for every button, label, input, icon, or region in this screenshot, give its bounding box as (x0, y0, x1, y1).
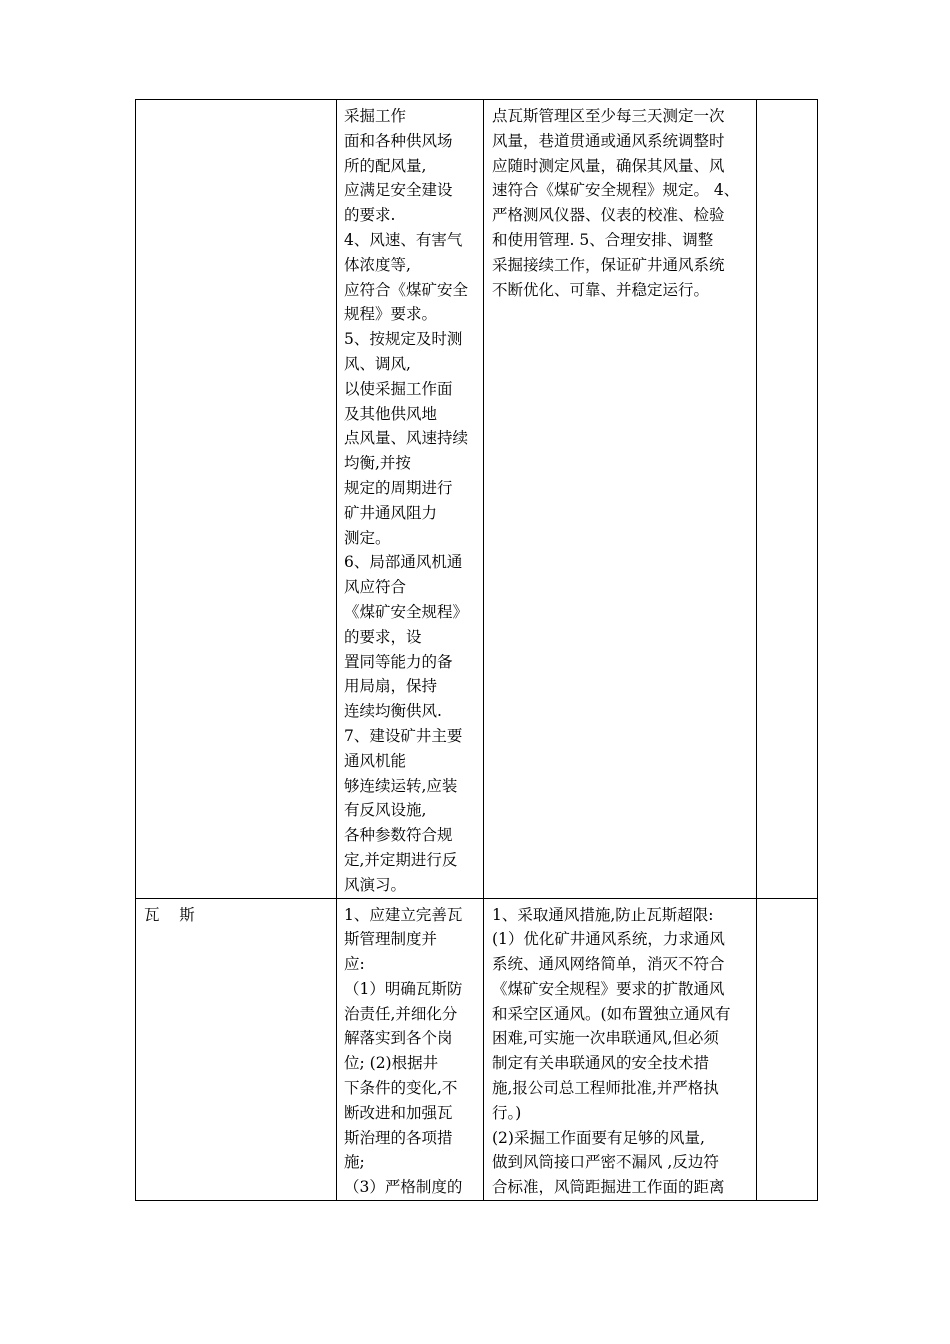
text-line: 施; (344, 1153, 365, 1172)
text-line: 4、风速、有害气 (344, 230, 463, 249)
text-line: 用局扇，保持 (344, 677, 438, 696)
text-line: 规程》要求。 (344, 305, 438, 324)
text-line: 1、应建立完善瓦 (344, 905, 463, 924)
text-line: 点风量、风速持续 (344, 429, 469, 448)
text-line: 做到风筒接口严密不漏风 ,反边符 (492, 1153, 719, 1172)
text-line: 断改进和加强瓦 (344, 1103, 453, 1122)
text-line: 规定的周期进行 (344, 478, 453, 497)
text-line: 风量，巷道贯通或通风系统调整时 (492, 131, 725, 150)
text-line: 够连续运转,应装 (344, 776, 458, 795)
text-line: 风应符合 (344, 578, 407, 597)
category-cell (136, 898, 337, 1201)
standards-table (135, 99, 818, 1201)
remarks-cell (757, 898, 818, 1201)
text-line: 采掘工作 (344, 107, 407, 125)
text-line: 面和各种供风场 (344, 131, 453, 150)
text-line: 系统、通风网络简单，消灭不符合 (492, 955, 725, 974)
text-line: （1）明确瓦斯防 (344, 979, 463, 998)
category-cell (136, 100, 337, 899)
text-line: 7、建设矿井主要 (344, 726, 463, 745)
text-line: 应满足安全建设 (344, 181, 453, 200)
text-line: 风演习。 (344, 875, 407, 894)
text-line: 的要求，设 (344, 627, 422, 646)
text-line: 合标准，风筒距掘进工作面的距离 (492, 1178, 725, 1197)
text-line: 下条件的变化,不 (344, 1079, 458, 1098)
text-line: 斯管理制度并 (344, 930, 438, 949)
text-line: 治责任,并细化分 (344, 1004, 458, 1023)
text-line: 定,并定期进行反 (344, 850, 458, 869)
text-line: 采掘接续工作，保证矿井通风系统 (492, 255, 725, 274)
measures-cell (484, 100, 757, 899)
text-line: 解落实到各个岗 (344, 1029, 453, 1048)
text-line: 以使采掘工作面 (344, 379, 453, 398)
text-line: （3）严格制度的 (344, 1178, 463, 1197)
text-line: 应符合《煤矿安全 (344, 280, 469, 299)
requirements-cell (337, 898, 484, 1201)
text-line: 1、采取通风措施,防止瓦斯超限: (492, 905, 714, 924)
text-line: 位; (2)根据井 (344, 1054, 439, 1073)
text-line: 连续均衡供风. (344, 702, 442, 721)
text-line: 困难,可实施一次串联通风,但必须 (492, 1029, 719, 1048)
requirements-cell (337, 100, 484, 899)
text-line: 矿井通风阻力 (344, 503, 438, 522)
measures-cell (484, 898, 757, 1201)
text-line: 应随时测定风量，确保其风量、风 (492, 156, 725, 175)
text-line: 体浓度等, (344, 255, 411, 274)
text-line: 6、局部通风机通 (344, 553, 463, 572)
text-line: 和采空区通风。(如布置独立通风有 (492, 1004, 731, 1023)
table-row (136, 100, 818, 899)
text-line: 及其他供风地 (344, 404, 438, 423)
text-line: (2)采掘工作面要有足够的风量, (492, 1128, 705, 1147)
text-line: 施,报公司总工程师批准,并严格执 (492, 1079, 719, 1098)
table-row (136, 898, 818, 1201)
text-line: 各种参数符合规 (344, 826, 453, 845)
text-line: 不断优化、可靠、并稳定运行。 (492, 280, 710, 299)
text-line: 点瓦斯管理区至少每三天测定一次 (492, 107, 725, 125)
text-line: 5、按规定及时测 (344, 330, 463, 349)
text-line: 测定。 (344, 528, 391, 547)
text-line: 和使用管理. 5、合理安排、调整 (492, 230, 714, 249)
text-line: 均衡,并按 (344, 454, 411, 473)
text-line: 通风机能 (344, 751, 407, 770)
text-line: 应: (344, 955, 365, 974)
text-line: 速符合《煤矿安全规程》规定。 4、 (492, 181, 740, 200)
category-label: 瓦 斯 (144, 905, 195, 924)
text-line: (1）优化矿井通风系统，力求通风 (492, 930, 725, 949)
text-line: 有反风设施, (344, 801, 427, 820)
text-line: 严格测风仪器、仪表的校准、检验 (492, 206, 725, 225)
remarks-cell (757, 100, 818, 899)
text-line: 《煤矿安全规程》 (344, 602, 469, 621)
text-line: 制定有关串联通风的安全技术措 (492, 1054, 710, 1073)
text-line: 风、调风, (344, 354, 411, 373)
text-line: 行。) (492, 1103, 522, 1122)
text-line: 置同等能力的备 (344, 652, 453, 671)
text-line: 《煤矿安全规程》要求的扩散通风 (492, 979, 725, 998)
text-line: 所的配风量, (344, 156, 427, 175)
text-line: 斯治理的各项措 (344, 1128, 453, 1147)
text-line: 的要求. (344, 206, 396, 225)
